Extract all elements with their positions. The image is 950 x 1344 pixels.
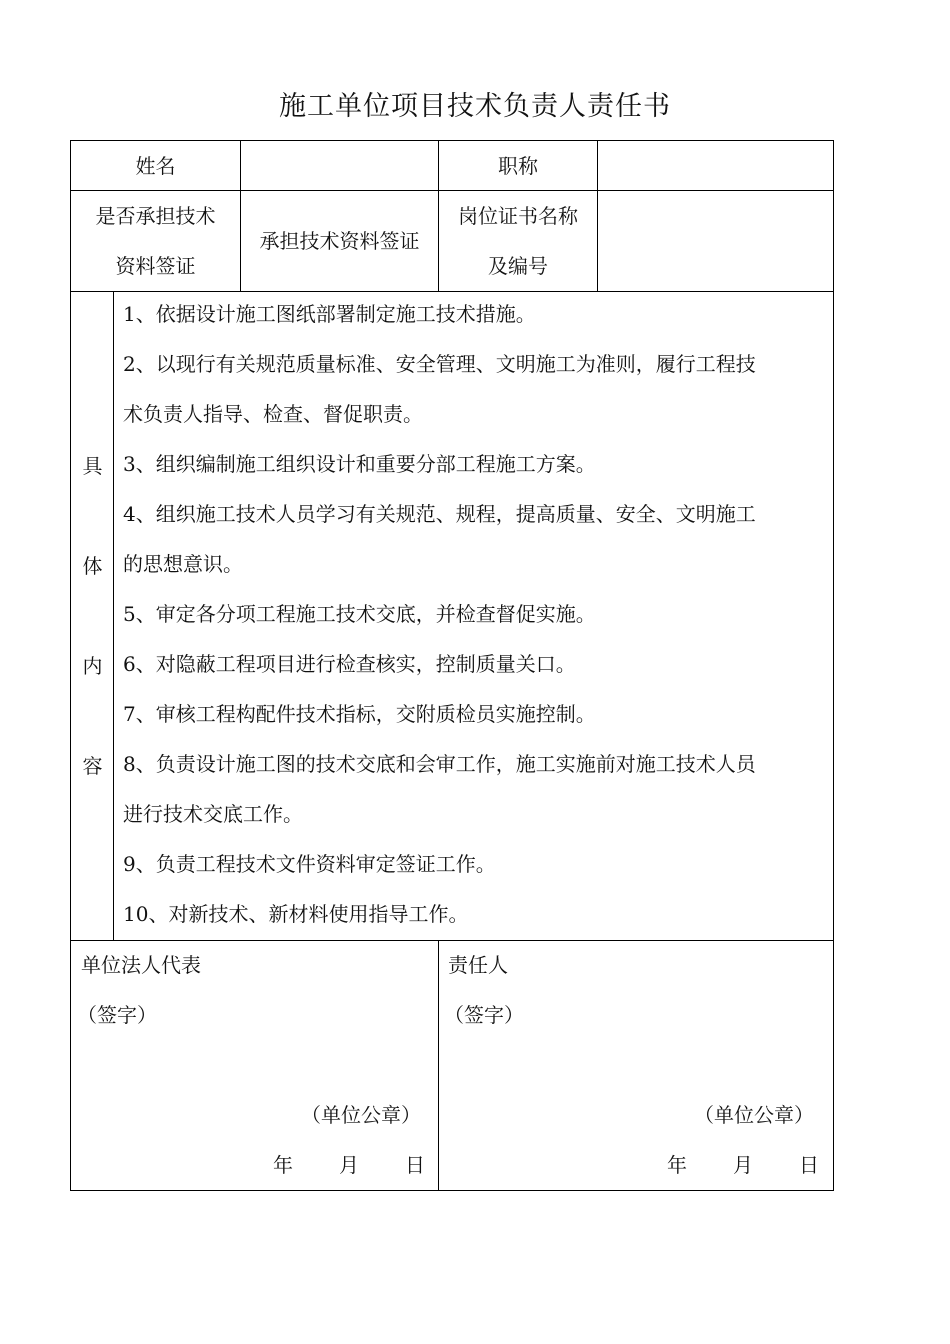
legal-rep-title: 单位法人代表 [81,953,201,977]
legal-rep-date [273,1149,425,1178]
duties-list [123,289,823,939]
legal-rep-seal-label: （单位公章） [301,1103,421,1127]
content-side-label-char: 具 [82,454,103,478]
position-field[interactable] [598,141,833,190]
content-side-label-char: 容 [82,754,103,778]
month-label: 月 [339,1153,359,1177]
responsible-person-date [667,1149,819,1178]
row-divider-3 [71,940,833,941]
tech-signoff-label-line2: 资料签证 [115,254,196,278]
tech-signoff-field[interactable]: 承担技术资料签证 [259,229,420,253]
duty-item-continuation: 进行技术交底工作。 [123,802,303,826]
tech-signoff-label-line1: 是否承担技术 [95,204,216,228]
duty-item: 9、负责工程技术文件资料审定签证工作。 [123,852,496,876]
content-side-label-char: 内 [82,654,103,678]
duty-item: 5、审定各分项工程施工技术交底，并检查督促实施。 [123,602,596,626]
responsibility-form [70,140,834,1191]
month-label: 月 [733,1153,753,1177]
name-label: 姓名 [135,154,176,178]
duty-item: 8、负责设计施工图的技术交底和会审工作，施工实施前对施工技术人员 [123,752,756,776]
certificate-field[interactable] [598,191,833,291]
year-label: 年 [667,1153,687,1177]
duty-item: 1、依据设计施工图纸部署制定施工技术措施。 [123,302,536,326]
duty-item: 3、组织编制施工组织设计和重要分部工程施工方案。 [123,452,596,476]
duty-item: 7、审核工程构配件技术指标，交附质检员实施控制。 [123,702,596,726]
certificate-label [439,191,597,291]
certificate-label-line1: 岗位证书名称 [458,204,578,228]
content-side-divider [113,291,114,940]
duty-item: 10、对新技术、新材料使用指导工作。 [123,902,469,926]
day-label: 日 [799,1153,819,1177]
duty-item: 2、以现行有关规范质量标准、安全管理、文明施工为准则，履行工程技 [123,352,756,376]
responsible-person-sign-label[interactable]: （签字） [444,1003,524,1027]
duty-item: 6、对隐蔽工程项目进行检查核实，控制质量关口。 [123,652,576,676]
tech-signoff-label [71,191,240,291]
position-label: 职称 [498,154,538,178]
name-field[interactable] [241,141,438,190]
legal-rep-sign-label[interactable]: （签字） [77,1003,157,1027]
duty-item-continuation: 术负责人指导、检查、督促职责。 [123,402,423,426]
duty-item-continuation: 的思想意识。 [123,552,243,576]
content-side-label-char: 体 [82,554,103,578]
responsible-person-title: 责任人 [448,953,508,977]
duty-item: 4、组织施工技术人员学习有关规范、规程，提高质量、安全、文明施工 [123,502,756,526]
page-title: 施工单位项目技术负责人责任书 [279,91,671,122]
year-label: 年 [273,1153,293,1177]
certificate-label-line2: 及编号 [488,254,548,278]
day-label: 日 [405,1153,425,1177]
signature-divider [438,940,439,1190]
responsible-person-seal-label: （单位公章） [694,1103,814,1127]
